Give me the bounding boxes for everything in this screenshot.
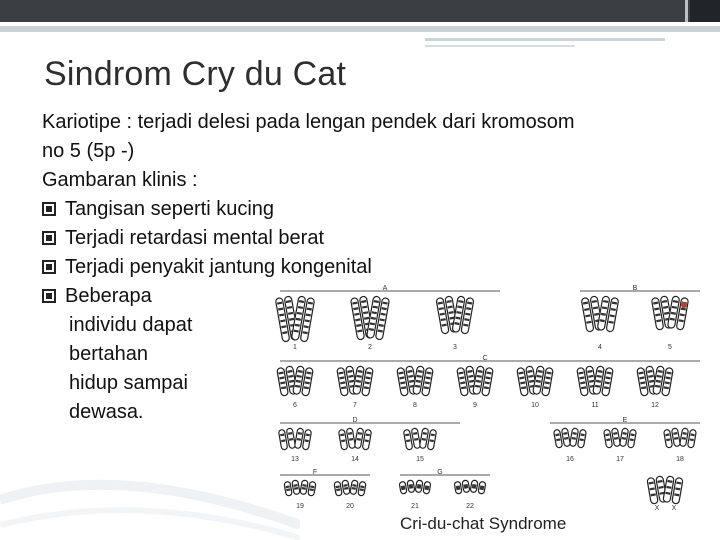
chromosome-number: 12 [651,402,659,409]
figure-caption: Cri-du-chat Syndrome [400,514,567,533]
chromosome-pair [353,366,374,396]
chromosome-number: 22 [466,503,474,510]
chromosome-number: 10 [531,402,539,409]
chromosome-number: 18 [676,456,684,463]
chromosome-number: 21 [411,503,419,510]
chromosome-pair [403,428,420,450]
chromosome-number: 17 [616,456,624,463]
chromosome-label-x: X [671,505,677,512]
chromosome-number: 1 [293,344,297,351]
bullet-continuation: dewasa. [69,401,144,423]
chromosome-pair [664,428,681,448]
group-label: A [382,285,388,292]
bullet-continuation: bertahan [69,343,148,365]
group-label: C [482,355,488,362]
bullet-continuation: individu dapat [69,314,193,336]
chromosome-pair [473,366,494,396]
deletion-marker-icon [681,302,687,308]
chromosome-pair [653,366,674,396]
checkbox-bullet-icon [42,202,56,216]
chromosome-pair [604,428,621,448]
bullet-text: Terjadi penyakit jantung kongenital [65,256,372,278]
chromosome-pair [338,428,355,450]
karyotype-figure [270,283,710,513]
bullet-item [42,224,702,253]
chromosome-pair [419,428,436,450]
chromosome-pair [597,296,619,332]
top-bar-divider [685,0,688,22]
chromosome-pair [667,296,688,330]
chromosome-number: 6 [293,402,297,409]
chromosome-number: 4 [598,344,602,351]
chromosome-pair [354,428,371,450]
bullet-item [42,195,702,224]
bullet-text: Tangisan seperti kucing [65,198,275,220]
chromosome-pair [620,428,637,448]
chromosome-number: 5 [668,344,672,351]
chromosome-pair [415,480,431,494]
chromosome-pair [570,428,587,448]
group-label: F [312,469,318,476]
bullet-text: Terjadi retardasi mental berat [65,227,325,249]
chromosome-number: 9 [473,402,477,409]
group-label: D [352,417,358,424]
chromosome-pair [366,296,389,340]
chromosome-pair [291,296,314,342]
chromosome-pair [533,366,554,396]
chromosome-pair [300,480,316,496]
chromosome-number: 7 [353,402,357,409]
chromosome-pair [278,428,295,450]
chromosome-pair [454,480,470,494]
top-decor-line-shorter [425,45,575,47]
chromosome-number: 20 [346,503,354,510]
chromosome-number: 15 [416,456,424,463]
bullet-continuation: hidup sampai [69,372,188,394]
chromosome-pair [350,480,366,496]
slide-title: Sindrom Cry du Cat [44,55,347,93]
chromosome-label-x: X [654,505,660,512]
group-label: G [437,469,443,476]
chromosome-pair [554,428,571,448]
group-label: E [622,417,628,424]
chromosome-pair [680,428,697,448]
bullet-item [42,253,702,282]
chromosome-number: 11 [591,402,599,409]
top-decor-line [0,26,720,32]
chromosome-pair [293,366,314,396]
top-bar [0,0,720,22]
group-label: B [632,285,638,292]
chromosome-number: 16 [566,456,574,463]
chromosome-pair [452,296,474,334]
chromosome-number: 19 [296,503,304,510]
chromosome-pair [399,480,415,494]
chromosome-pair [413,366,434,396]
chromosome-number: 8 [413,402,417,409]
chromosome-pair [294,428,311,450]
chromosome-number: 2 [368,344,372,351]
chromosome-pair-sex [663,476,683,504]
top-bar-accent [690,0,720,22]
body-line: no 5 (5p -) [42,140,135,162]
chromosome-pair [284,480,300,496]
body-line: Kariotipe : terjadi delesi pada lengan pendek dari kromosom [42,111,575,133]
checkbox-bullet-icon [42,231,56,245]
chromosome-number: 13 [291,456,299,463]
chromosome-number: 3 [453,344,457,351]
decorative-swoosh [0,430,300,540]
checkbox-bullet-icon [42,289,56,303]
body-line: Gambaran klinis : [42,169,198,191]
chromosome-pair [593,366,614,396]
top-decor-line-short [425,38,665,41]
chromosome-pair [470,480,486,494]
chromosome-pair [334,480,350,496]
chromosome-number: 14 [351,456,359,463]
bullet-text: Beberapa [65,285,152,307]
checkbox-bullet-icon [42,260,56,274]
